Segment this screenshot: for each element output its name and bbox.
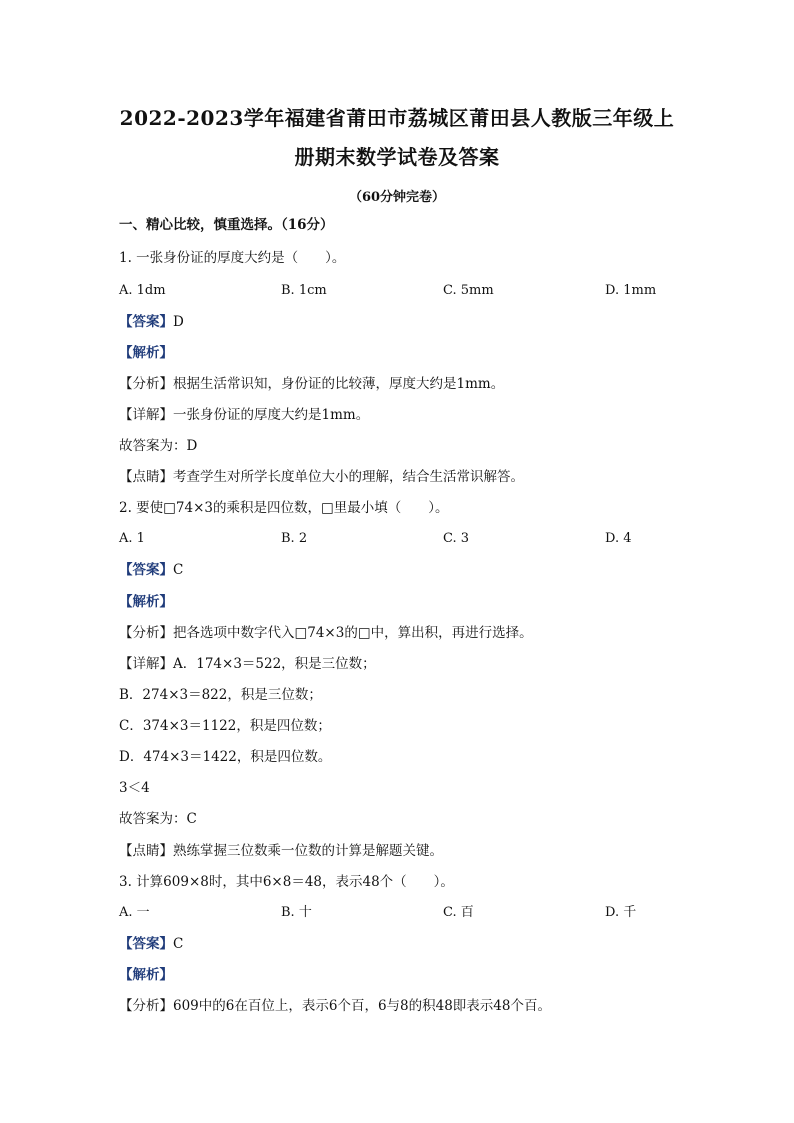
q3-option-d: D. 千 [605, 905, 637, 920]
q2-compare: 3＜4 [119, 780, 150, 796]
q3-analysis-heading [119, 966, 173, 984]
q1-dianjing [119, 468, 524, 486]
answer-value: C [173, 936, 184, 952]
q3-answer [119, 935, 183, 953]
q1-final-answer: 故答案为：D [119, 438, 198, 454]
q2-option-c: C. 3 [443, 531, 470, 546]
section-heading: 一、精心比较，慎重选择。（16分） [119, 217, 334, 233]
answer-value: D [173, 314, 184, 330]
q3-fenxi [119, 997, 551, 1015]
q2-dianjing [119, 842, 443, 860]
q2-line-d: D．474×3＝1422，积是四位数。 [119, 749, 332, 765]
dianjing-text: 考查学生对所学长度单位大小的理解，结合生活常识解答。 [173, 469, 524, 485]
analysis-tag: 【解析】 [119, 967, 173, 983]
answer-value: C [173, 562, 184, 578]
fenxi-tag: 【分析】 [119, 625, 173, 641]
answer-tag: 【答案】 [119, 562, 173, 578]
xiangjie-tag: 【详解】 [119, 656, 173, 672]
question-3-stem: 3. 计算609×8时，其中6×8＝48，表示48个（ ）。 [119, 874, 454, 890]
dianjing-text: 熟练掌握三位数乘一位数的计算是解题关键。 [173, 843, 443, 859]
document-title-line2: 册期末数学试卷及答案 [294, 145, 500, 169]
q3-option-c: C. 百 [443, 905, 474, 920]
q3-option-a: A. 一 [119, 905, 150, 920]
fenxi-text: 把各选项中数字代入□74×3的□中，算出积，再进行选择。 [173, 625, 533, 641]
xiangjie-tag: 【详解】 [119, 407, 173, 423]
fenxi-tag: 【分析】 [119, 998, 173, 1014]
document-title-line1: 2022-2023学年福建省莆田市荔城区莆田县人教版三年级上 [119, 106, 675, 130]
q1-answer [119, 313, 184, 331]
analysis-tag: 【解析】 [119, 594, 173, 610]
analysis-tag: 【解析】 [119, 345, 173, 361]
dianjing-tag: 【点睛】 [119, 843, 173, 859]
xiangjie-text: 一张身份证的厚度大约是1mm。 [173, 407, 370, 423]
q2-xiangjie [119, 655, 376, 673]
q2-line-c: C．374×3＝1122，积是四位数； [119, 718, 331, 734]
question-1-stem: 1. 一张身份证的厚度大约是（ ）。 [119, 250, 346, 266]
question-2-stem: 2. 要使□74×3的乘积是四位数，□里最小填（ ）。 [119, 500, 449, 516]
fenxi-text: 609中的6在百位上，表示6个百，6与8的积48即表示48个百。 [173, 998, 551, 1014]
q1-option-c: C. 5mm [443, 283, 494, 298]
q2-option-d: D. 4 [605, 531, 632, 546]
q2-analysis-heading [119, 593, 173, 611]
q2-fenxi [119, 624, 533, 642]
q2-answer [119, 561, 183, 579]
document-subtitle: （60分钟完卷） [348, 190, 446, 205]
fenxi-text: 根据生活常识知，身份证的比较薄，厚度大约是1mm。 [173, 376, 505, 392]
q1-fenxi [119, 375, 504, 393]
q2-option-a: A. 1 [119, 531, 145, 546]
q2-line-b: B．274×3＝822，积是三位数； [119, 687, 322, 703]
q1-option-d: D. 1mm [605, 283, 657, 298]
q1-analysis-heading [119, 344, 173, 362]
xiangjie-text: A．174×3＝522，积是三位数； [173, 656, 376, 672]
q1-xiangjie [119, 406, 369, 424]
q2-final-answer: 故答案为：C [119, 811, 197, 827]
dianjing-tag: 【点睛】 [119, 469, 173, 485]
q1-option-a: A. 1dm [119, 283, 166, 298]
q1-option-b: B. 1cm [281, 283, 327, 298]
answer-tag: 【答案】 [119, 936, 173, 952]
q2-option-b: B. 2 [281, 531, 308, 546]
q3-option-b: B. 十 [281, 905, 312, 920]
fenxi-tag: 【分析】 [119, 376, 173, 392]
answer-tag: 【答案】 [119, 314, 173, 330]
